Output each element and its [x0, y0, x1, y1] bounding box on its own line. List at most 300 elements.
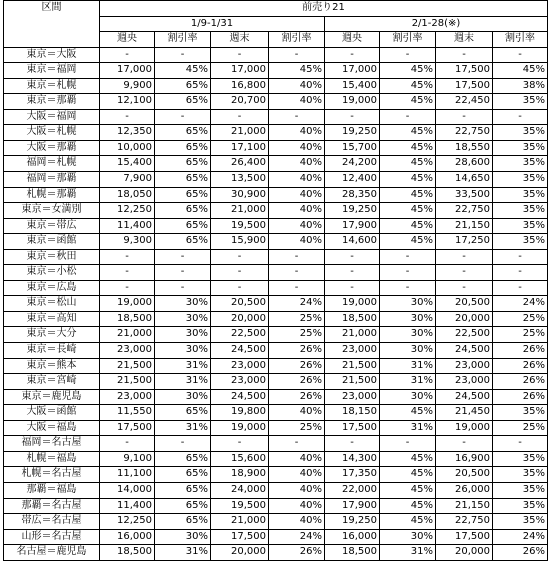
- weekday-fare-cell: 17,500: [100, 420, 155, 436]
- weekend-fare-cell: 24,500: [436, 389, 493, 405]
- discount-rate-cell: 35%: [493, 140, 548, 156]
- weekday-fare-cell: 19,250: [325, 203, 380, 219]
- weekday-fare-cell: 17,900: [325, 218, 380, 234]
- table-row: [4, 218, 548, 234]
- weekend-fare-cell: 13,500: [211, 172, 269, 188]
- discount-rate-cell: 40%: [269, 78, 325, 94]
- discount-rate-cell: 26%: [269, 343, 325, 359]
- weekday-fare-cell: 21,500: [325, 358, 380, 374]
- weekend-fare-cell: -: [211, 47, 269, 63]
- weekend-fare-cell: 17,500: [211, 529, 269, 545]
- discount-rate-cell: 65%: [155, 514, 211, 530]
- table-row: [4, 545, 548, 561]
- weekday-fare-cell: 9,300: [100, 234, 155, 250]
- route-header: 区間: [4, 1, 100, 48]
- advance-fare-group-header: 前売り21: [100, 1, 548, 17]
- route-cell: 大阪＝福岡: [4, 109, 100, 125]
- weekend-fare-cell: 18,900: [211, 467, 269, 483]
- weekend-fare-cell: 22,750: [436, 514, 493, 530]
- discount-rate-cell: 65%: [155, 94, 211, 110]
- route-cell: 福岡＝札幌: [4, 156, 100, 172]
- table-row: [4, 467, 548, 483]
- discount-rate-cell: 45%: [269, 63, 325, 79]
- period-header: 2/1-28(※): [325, 16, 548, 32]
- weekday-fare-cell: -: [100, 436, 155, 452]
- weekday-fare-cell: 19,000: [325, 296, 380, 312]
- route-cell: 札幌＝名古屋: [4, 467, 100, 483]
- discount-rate-cell: 31%: [155, 374, 211, 390]
- route-cell: 那覇＝福島: [4, 482, 100, 498]
- weekend-fare-cell: 23,000: [436, 374, 493, 390]
- discount-rate-cell: 30%: [380, 389, 436, 405]
- fare-table: [3, 0, 548, 561]
- discount-rate-cell: 30%: [380, 529, 436, 545]
- discount-rate-cell: 65%: [155, 218, 211, 234]
- weekend-fare-cell: 20,000: [211, 311, 269, 327]
- discount-rate-cell: 40%: [269, 514, 325, 530]
- discount-rate-cell: 40%: [269, 498, 325, 514]
- discount-rate-cell: -: [155, 249, 211, 265]
- table-row: [4, 311, 548, 327]
- discount-rate-cell: 45%: [380, 94, 436, 110]
- weekday-fare-cell: 19,250: [325, 514, 380, 530]
- discount-rate-cell: 40%: [269, 125, 325, 141]
- discount-rate-cell: -: [380, 265, 436, 281]
- route-cell: 東京＝高知: [4, 311, 100, 327]
- discount-rate-cell: 40%: [269, 218, 325, 234]
- discount-rate-cell: 31%: [155, 358, 211, 374]
- discount-rate-cell: 40%: [269, 467, 325, 483]
- weekend-fare-cell: 30,900: [211, 187, 269, 203]
- weekday-fare-cell: 18,500: [100, 311, 155, 327]
- weekday-fare-cell: 28,350: [325, 187, 380, 203]
- weekend-fare-cell: -: [436, 265, 493, 281]
- route-cell: 東京＝熊本: [4, 358, 100, 374]
- weekday-fare-cell: 15,700: [325, 140, 380, 156]
- discount-rate-cell: 35%: [493, 482, 548, 498]
- discount-rate-cell: -: [493, 280, 548, 296]
- weekday-fare-cell: 11,550: [100, 405, 155, 421]
- table-row: [4, 265, 548, 281]
- weekend-fare-cell: 22,500: [436, 327, 493, 343]
- column-header-discount-rate: 割引率: [155, 32, 211, 48]
- weekday-fare-cell: -: [325, 265, 380, 281]
- discount-rate-cell: 35%: [493, 514, 548, 530]
- weekend-fare-cell: -: [211, 280, 269, 296]
- weekday-fare-cell: 17,000: [325, 63, 380, 79]
- table-row: [4, 156, 548, 172]
- discount-rate-cell: 26%: [269, 358, 325, 374]
- route-cell: 東京＝秋田: [4, 249, 100, 265]
- discount-rate-cell: 45%: [380, 451, 436, 467]
- weekend-fare-cell: 17,500: [436, 63, 493, 79]
- weekend-fare-cell: 21,000: [211, 203, 269, 219]
- route-cell: 東京＝那覇: [4, 94, 100, 110]
- fare-table-body: [4, 47, 548, 560]
- discount-rate-cell: 40%: [269, 172, 325, 188]
- weekend-fare-cell: 24,000: [211, 482, 269, 498]
- route-cell: 福岡＝那覇: [4, 172, 100, 188]
- weekday-fare-cell: 12,350: [100, 125, 155, 141]
- discount-rate-cell: -: [380, 249, 436, 265]
- weekend-fare-cell: 22,750: [436, 125, 493, 141]
- discount-rate-cell: 40%: [269, 140, 325, 156]
- table-row: [4, 78, 548, 94]
- discount-rate-cell: 45%: [380, 218, 436, 234]
- weekday-fare-cell: -: [325, 109, 380, 125]
- weekend-fare-cell: 19,500: [211, 218, 269, 234]
- discount-rate-cell: 26%: [493, 343, 548, 359]
- route-cell: 東京＝長崎: [4, 343, 100, 359]
- discount-rate-cell: 45%: [380, 467, 436, 483]
- discount-rate-cell: 25%: [493, 311, 548, 327]
- discount-rate-cell: 26%: [269, 545, 325, 561]
- weekend-fare-cell: 17,100: [211, 140, 269, 156]
- discount-rate-cell: 40%: [269, 94, 325, 110]
- discount-rate-cell: 35%: [493, 156, 548, 172]
- weekday-fare-cell: 18,500: [325, 311, 380, 327]
- discount-rate-cell: 30%: [155, 529, 211, 545]
- discount-rate-cell: 26%: [493, 545, 548, 561]
- weekend-fare-cell: -: [211, 265, 269, 281]
- weekday-fare-cell: 18,150: [325, 405, 380, 421]
- discount-rate-cell: 45%: [380, 172, 436, 188]
- route-cell: 大阪＝福島: [4, 420, 100, 436]
- discount-rate-cell: 45%: [380, 125, 436, 141]
- weekend-fare-cell: 20,000: [436, 545, 493, 561]
- discount-rate-cell: 65%: [155, 156, 211, 172]
- discount-rate-cell: 40%: [269, 482, 325, 498]
- discount-rate-cell: 65%: [155, 498, 211, 514]
- table-row: [4, 389, 548, 405]
- route-cell: 東京＝函館: [4, 234, 100, 250]
- table-row: [4, 109, 548, 125]
- discount-rate-cell: 25%: [493, 327, 548, 343]
- route-cell: 東京＝鹿児島: [4, 389, 100, 405]
- table-row: [4, 327, 548, 343]
- weekday-fare-cell: 24,200: [325, 156, 380, 172]
- weekday-fare-cell: 21,500: [100, 358, 155, 374]
- weekday-fare-cell: 21,000: [325, 327, 380, 343]
- weekend-fare-cell: -: [211, 109, 269, 125]
- discount-rate-cell: 30%: [380, 296, 436, 312]
- weekend-fare-cell: 17,500: [436, 78, 493, 94]
- discount-rate-cell: 24%: [493, 529, 548, 545]
- discount-rate-cell: 45%: [380, 405, 436, 421]
- route-cell: 東京＝松山: [4, 296, 100, 312]
- discount-rate-cell: 24%: [269, 529, 325, 545]
- discount-rate-cell: 65%: [155, 78, 211, 94]
- discount-rate-cell: 40%: [269, 234, 325, 250]
- weekday-fare-cell: -: [100, 109, 155, 125]
- weekend-fare-cell: 33,500: [436, 187, 493, 203]
- discount-rate-cell: 65%: [155, 125, 211, 141]
- discount-rate-cell: 30%: [380, 327, 436, 343]
- weekday-fare-cell: 9,100: [100, 451, 155, 467]
- discount-rate-cell: 30%: [380, 343, 436, 359]
- weekend-fare-cell: 24,500: [436, 343, 493, 359]
- discount-rate-cell: -: [493, 109, 548, 125]
- discount-rate-cell: 25%: [269, 327, 325, 343]
- weekday-fare-cell: 12,250: [100, 203, 155, 219]
- table-row: [4, 125, 548, 141]
- discount-rate-cell: 45%: [380, 78, 436, 94]
- discount-rate-cell: 65%: [155, 187, 211, 203]
- discount-rate-cell: 40%: [269, 405, 325, 421]
- weekday-fare-cell: 23,000: [325, 343, 380, 359]
- weekend-fare-cell: 21,000: [211, 125, 269, 141]
- column-header-discount-rate: 割引率: [269, 32, 325, 48]
- discount-rate-cell: 35%: [493, 94, 548, 110]
- weekday-fare-cell: -: [325, 249, 380, 265]
- discount-rate-cell: 30%: [155, 296, 211, 312]
- weekday-fare-cell: 23,000: [325, 389, 380, 405]
- discount-rate-cell: 40%: [269, 156, 325, 172]
- table-row: [4, 187, 548, 203]
- discount-rate-cell: -: [380, 109, 436, 125]
- column-header-weekend-fare: 週末: [436, 32, 493, 48]
- discount-rate-cell: 45%: [155, 63, 211, 79]
- route-cell: 山形＝名古屋: [4, 529, 100, 545]
- weekday-fare-cell: 22,000: [325, 482, 380, 498]
- column-header-discount-rate: 割引率: [380, 32, 436, 48]
- route-cell: 東京＝札幌: [4, 78, 100, 94]
- discount-rate-cell: 45%: [380, 482, 436, 498]
- route-cell: 東京＝小松: [4, 265, 100, 281]
- weekend-fare-cell: -: [436, 47, 493, 63]
- table-row: [4, 420, 548, 436]
- weekday-fare-cell: 14,300: [325, 451, 380, 467]
- discount-rate-cell: 35%: [493, 125, 548, 141]
- weekday-fare-cell: 16,000: [325, 529, 380, 545]
- discount-rate-cell: -: [269, 47, 325, 63]
- table-row: [4, 405, 548, 421]
- weekday-fare-cell: 18,500: [100, 545, 155, 561]
- table-row: [4, 94, 548, 110]
- route-cell: 札幌＝福島: [4, 451, 100, 467]
- discount-rate-cell: 40%: [269, 187, 325, 203]
- table-row: [4, 234, 548, 250]
- discount-rate-cell: 65%: [155, 482, 211, 498]
- header-row-group: [4, 1, 548, 17]
- discount-rate-cell: 35%: [493, 203, 548, 219]
- discount-rate-cell: 35%: [493, 187, 548, 203]
- route-cell: 東京＝大分: [4, 327, 100, 343]
- discount-rate-cell: -: [155, 280, 211, 296]
- discount-rate-cell: 45%: [380, 498, 436, 514]
- discount-rate-cell: 31%: [380, 374, 436, 390]
- discount-rate-cell: -: [269, 249, 325, 265]
- discount-rate-cell: 30%: [155, 389, 211, 405]
- column-header-discount-rate: 割引率: [493, 32, 548, 48]
- weekend-fare-cell: 20,500: [211, 296, 269, 312]
- route-cell: 東京＝女満別: [4, 203, 100, 219]
- weekday-fare-cell: 19,250: [325, 125, 380, 141]
- table-row: [4, 358, 548, 374]
- weekend-fare-cell: 16,800: [211, 78, 269, 94]
- route-cell: 大阪＝札幌: [4, 125, 100, 141]
- weekend-fare-cell: 17,250: [436, 234, 493, 250]
- weekday-fare-cell: 15,400: [325, 78, 380, 94]
- weekday-fare-cell: 9,900: [100, 78, 155, 94]
- weekday-fare-cell: 21,000: [100, 327, 155, 343]
- route-cell: 東京＝帯広: [4, 218, 100, 234]
- table-row: [4, 482, 548, 498]
- weekend-fare-cell: -: [436, 280, 493, 296]
- weekend-fare-cell: 26,400: [211, 156, 269, 172]
- discount-rate-cell: 45%: [493, 63, 548, 79]
- weekend-fare-cell: 23,000: [436, 358, 493, 374]
- discount-rate-cell: 31%: [155, 420, 211, 436]
- weekend-fare-cell: 17,000: [211, 63, 269, 79]
- weekday-fare-cell: 21,500: [100, 374, 155, 390]
- weekday-fare-cell: 12,400: [325, 172, 380, 188]
- weekend-fare-cell: -: [211, 249, 269, 265]
- column-header-weekend-fare: 週末: [211, 32, 269, 48]
- discount-rate-cell: 35%: [493, 498, 548, 514]
- discount-rate-cell: 65%: [155, 172, 211, 188]
- weekday-fare-cell: -: [100, 265, 155, 281]
- weekday-fare-cell: 11,100: [100, 467, 155, 483]
- discount-rate-cell: 65%: [155, 234, 211, 250]
- discount-rate-cell: 65%: [155, 203, 211, 219]
- discount-rate-cell: 45%: [380, 187, 436, 203]
- discount-rate-cell: 31%: [155, 545, 211, 561]
- table-row: [4, 451, 548, 467]
- discount-rate-cell: 26%: [269, 374, 325, 390]
- weekend-fare-cell: 22,750: [436, 203, 493, 219]
- discount-rate-cell: 45%: [380, 203, 436, 219]
- discount-rate-cell: 30%: [155, 311, 211, 327]
- table-row: [4, 172, 548, 188]
- weekday-fare-cell: -: [100, 47, 155, 63]
- weekend-fare-cell: -: [436, 109, 493, 125]
- discount-rate-cell: 40%: [269, 203, 325, 219]
- weekend-fare-cell: 19,000: [211, 420, 269, 436]
- table-row: [4, 203, 548, 219]
- weekday-fare-cell: 16,000: [100, 529, 155, 545]
- table-row: [4, 374, 548, 390]
- route-cell: 札幌＝那覇: [4, 187, 100, 203]
- discount-rate-cell: -: [155, 109, 211, 125]
- weekend-fare-cell: 23,000: [211, 358, 269, 374]
- discount-rate-cell: 45%: [380, 234, 436, 250]
- weekend-fare-cell: 16,900: [436, 451, 493, 467]
- discount-rate-cell: 40%: [269, 451, 325, 467]
- weekday-fare-cell: 17,500: [325, 420, 380, 436]
- weekday-fare-cell: -: [325, 47, 380, 63]
- weekday-fare-cell: 18,050: [100, 187, 155, 203]
- weekend-fare-cell: 24,500: [211, 389, 269, 405]
- weekday-fare-cell: 19,000: [100, 296, 155, 312]
- weekend-fare-cell: 19,000: [436, 420, 493, 436]
- weekend-fare-cell: 15,600: [211, 451, 269, 467]
- weekend-fare-cell: 19,800: [211, 405, 269, 421]
- discount-rate-cell: 35%: [493, 172, 548, 188]
- table-row: [4, 436, 548, 452]
- weekend-fare-cell: 26,000: [436, 482, 493, 498]
- discount-rate-cell: -: [155, 47, 211, 63]
- discount-rate-cell: -: [493, 249, 548, 265]
- route-cell: 那覇＝名古屋: [4, 498, 100, 514]
- weekday-fare-cell: 11,400: [100, 218, 155, 234]
- discount-rate-cell: 65%: [155, 140, 211, 156]
- discount-rate-cell: -: [493, 265, 548, 281]
- weekend-fare-cell: 22,450: [436, 94, 493, 110]
- route-cell: 大阪＝函館: [4, 405, 100, 421]
- weekday-fare-cell: -: [325, 436, 380, 452]
- discount-rate-cell: -: [493, 436, 548, 452]
- discount-rate-cell: 65%: [155, 405, 211, 421]
- weekend-fare-cell: 20,000: [436, 311, 493, 327]
- weekday-fare-cell: 17,900: [325, 498, 380, 514]
- weekday-fare-cell: 19,000: [325, 94, 380, 110]
- discount-rate-cell: -: [493, 47, 548, 63]
- weekday-fare-cell: 7,900: [100, 172, 155, 188]
- discount-rate-cell: -: [380, 280, 436, 296]
- weekend-fare-cell: 20,700: [211, 94, 269, 110]
- weekend-fare-cell: 20,000: [211, 545, 269, 561]
- discount-rate-cell: 31%: [380, 420, 436, 436]
- discount-rate-cell: 35%: [493, 218, 548, 234]
- discount-rate-cell: 30%: [155, 327, 211, 343]
- discount-rate-cell: 35%: [493, 451, 548, 467]
- discount-rate-cell: 38%: [493, 78, 548, 94]
- weekday-fare-cell: 21,500: [325, 374, 380, 390]
- weekday-fare-cell: -: [100, 249, 155, 265]
- discount-rate-cell: 26%: [269, 389, 325, 405]
- route-cell: 東京＝広島: [4, 280, 100, 296]
- discount-rate-cell: 65%: [155, 467, 211, 483]
- discount-rate-cell: -: [155, 265, 211, 281]
- discount-rate-cell: 30%: [380, 311, 436, 327]
- discount-rate-cell: -: [380, 436, 436, 452]
- discount-rate-cell: 24%: [493, 296, 548, 312]
- weekend-fare-cell: 21,150: [436, 218, 493, 234]
- discount-rate-cell: 31%: [380, 545, 436, 561]
- discount-rate-cell: 35%: [493, 405, 548, 421]
- table-row: [4, 514, 548, 530]
- weekend-fare-cell: -: [436, 249, 493, 265]
- table-row: [4, 280, 548, 296]
- discount-rate-cell: 45%: [380, 156, 436, 172]
- discount-rate-cell: -: [269, 436, 325, 452]
- discount-rate-cell: 45%: [380, 63, 436, 79]
- discount-rate-cell: 26%: [493, 358, 548, 374]
- weekday-fare-cell: 17,350: [325, 467, 380, 483]
- discount-rate-cell: -: [269, 109, 325, 125]
- route-cell: 福岡＝名古屋: [4, 436, 100, 452]
- discount-rate-cell: 35%: [493, 234, 548, 250]
- table-row: [4, 47, 548, 63]
- discount-rate-cell: -: [155, 436, 211, 452]
- discount-rate-cell: 24%: [269, 296, 325, 312]
- weekend-fare-cell: 21,150: [436, 498, 493, 514]
- discount-rate-cell: 26%: [493, 374, 548, 390]
- weekday-fare-cell: -: [325, 280, 380, 296]
- weekend-fare-cell: 21,000: [211, 514, 269, 530]
- weekday-fare-cell: 15,400: [100, 156, 155, 172]
- discount-rate-cell: 25%: [493, 420, 548, 436]
- route-cell: 大阪＝那覇: [4, 140, 100, 156]
- discount-rate-cell: -: [380, 47, 436, 63]
- discount-rate-cell: 45%: [380, 514, 436, 530]
- discount-rate-cell: 45%: [380, 140, 436, 156]
- weekend-fare-cell: 20,500: [436, 296, 493, 312]
- weekday-fare-cell: -: [100, 280, 155, 296]
- route-cell: 名古屋＝鹿児島: [4, 545, 100, 561]
- weekend-fare-cell: 28,600: [436, 156, 493, 172]
